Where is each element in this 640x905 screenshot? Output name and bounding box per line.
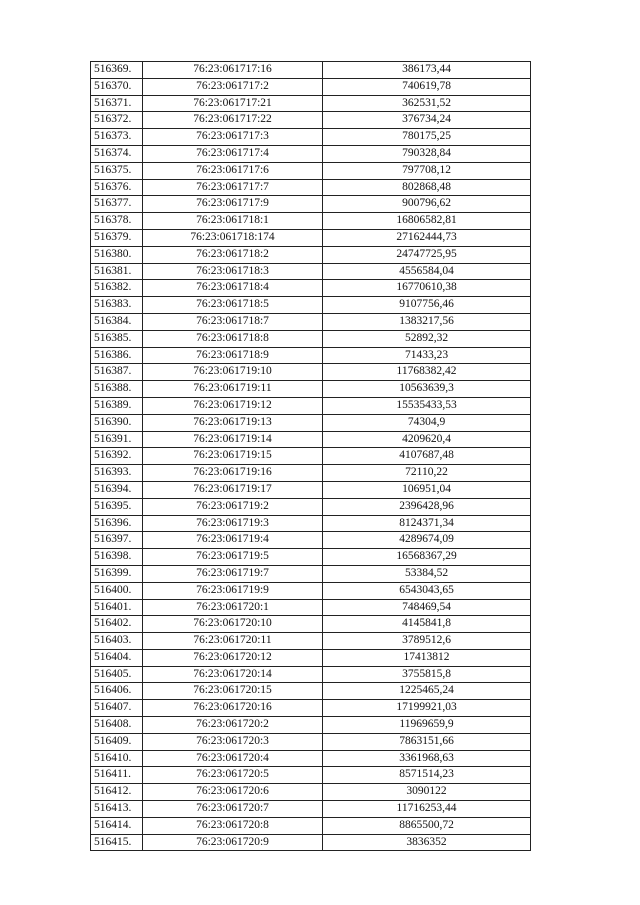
table-row [91,481,531,498]
row-number-cell: 516371. [91,95,143,112]
cadastral-value-cell: 6543043,65 [323,582,531,599]
cadastral-value-cell: 900796,62 [323,196,531,213]
table-row [91,717,531,734]
cadastral-number-cell: 76:23:061719:7 [143,565,323,582]
table-row [91,330,531,347]
cadastral-value-cell: 17199921,03 [323,700,531,717]
row-number-cell: 516395. [91,498,143,515]
table-row [91,246,531,263]
row-number-cell: 516391. [91,431,143,448]
table-row [91,549,531,566]
cadastral-number-cell: 76:23:061718:7 [143,313,323,330]
cadastral-value-cell: 362531,52 [323,95,531,112]
cadastral-value-cell: 8865500,72 [323,817,531,834]
cadastral-value-cell: 386173,44 [323,62,531,79]
table-row [91,834,531,851]
cadastral-number-cell: 76:23:061718:5 [143,297,323,314]
cadastral-number-cell: 76:23:061719:11 [143,381,323,398]
row-number-cell: 516370. [91,78,143,95]
row-number-cell: 516374. [91,145,143,162]
table-row [91,364,531,381]
cadastral-number-cell: 76:23:061717:4 [143,145,323,162]
table-row [91,817,531,834]
cadastral-value-cell: 4289674,09 [323,532,531,549]
cadastral-number-cell: 76:23:061720:14 [143,666,323,683]
row-number-cell: 516415. [91,834,143,851]
row-number-cell: 516401. [91,599,143,616]
row-number-cell: 516392. [91,448,143,465]
cadastral-value-cell: 2396428,96 [323,498,531,515]
cadastral-value-cell: 16568367,29 [323,549,531,566]
cadastral-number-cell: 76:23:061720:5 [143,767,323,784]
table-row [91,633,531,650]
cadastral-value-cell: 17413812 [323,649,531,666]
row-number-cell: 516410. [91,750,143,767]
row-number-cell: 516407. [91,700,143,717]
cadastral-number-cell: 76:23:061720:4 [143,750,323,767]
cadastral-number-cell: 76:23:061717:9 [143,196,323,213]
cadastral-number-cell: 76:23:061718:1 [143,213,323,230]
row-number-cell: 516375. [91,162,143,179]
cadastral-number-cell: 76:23:061719:15 [143,448,323,465]
row-number-cell: 516379. [91,229,143,246]
table-row [91,750,531,767]
row-number-cell: 516406. [91,683,143,700]
cadastral-value-cell: 4145841,8 [323,616,531,633]
table-row [91,229,531,246]
table-row [91,263,531,280]
cadastral-value-cell: 4209620,4 [323,431,531,448]
table-body [91,62,531,851]
cadastral-value-cell: 376734,24 [323,112,531,129]
cadastral-value-cell: 797708,12 [323,162,531,179]
row-number-cell: 516403. [91,633,143,650]
row-number-cell: 516369. [91,62,143,79]
table-row [91,297,531,314]
row-number-cell: 516382. [91,280,143,297]
cadastral-value-cell: 52892,32 [323,330,531,347]
cadastral-number-cell: 76:23:061719:12 [143,397,323,414]
cadastral-number-cell: 76:23:061720:11 [143,633,323,650]
cadastral-value-cell: 10563639,3 [323,381,531,398]
table-row [91,414,531,431]
cadastral-number-cell: 76:23:061719:2 [143,498,323,515]
cadastral-value-cell: 72110,22 [323,465,531,482]
table-row [91,465,531,482]
cadastral-number-cell: 76:23:061718:4 [143,280,323,297]
cadastral-value-cell: 4556584,04 [323,263,531,280]
row-number-cell: 516383. [91,297,143,314]
cadastral-number-cell: 76:23:061718:3 [143,263,323,280]
table-row [91,616,531,633]
row-number-cell: 516378. [91,213,143,230]
cadastral-number-cell: 76:23:061717:21 [143,95,323,112]
table-row [91,78,531,95]
table-row [91,347,531,364]
cadastral-number-cell: 76:23:061720:3 [143,733,323,750]
row-number-cell: 516402. [91,616,143,633]
cadastral-value-cell: 11716253,44 [323,801,531,818]
table-row [91,515,531,532]
table-row [91,767,531,784]
cadastral-number-cell: 76:23:061717:7 [143,179,323,196]
row-number-cell: 516408. [91,717,143,734]
row-number-cell: 516381. [91,263,143,280]
cadastral-value-cell: 4107687,48 [323,448,531,465]
table-row [91,381,531,398]
table-row [91,649,531,666]
cadastral-value-cell: 740619,78 [323,78,531,95]
cadastral-number-cell: 76:23:061720:7 [143,801,323,818]
table-row [91,599,531,616]
cadastral-value-cell: 24747725,95 [323,246,531,263]
table-row [91,801,531,818]
cadastral-number-cell: 76:23:061719:5 [143,549,323,566]
cadastral-number-cell: 76:23:061718:174 [143,229,323,246]
table-row [91,397,531,414]
table-row [91,666,531,683]
cadastral-value-cell: 15535433,53 [323,397,531,414]
cadastral-number-cell: 76:23:061719:13 [143,414,323,431]
row-number-cell: 516376. [91,179,143,196]
cadastral-value-cell: 1225465,24 [323,683,531,700]
table-row [91,683,531,700]
table-row [91,448,531,465]
row-number-cell: 516400. [91,582,143,599]
cadastral-value-cell: 11969659,9 [323,717,531,734]
cadastral-number-cell: 76:23:061720:16 [143,700,323,717]
row-number-cell: 516394. [91,481,143,498]
table-row [91,700,531,717]
row-number-cell: 516411. [91,767,143,784]
cadastral-value-cell: 74304,9 [323,414,531,431]
cadastral-value-cell: 16770610,38 [323,280,531,297]
row-number-cell: 516398. [91,549,143,566]
row-number-cell: 516390. [91,414,143,431]
cadastral-number-cell: 76:23:061717:3 [143,129,323,146]
row-number-cell: 516409. [91,733,143,750]
row-number-cell: 516386. [91,347,143,364]
row-number-cell: 516388. [91,381,143,398]
cadastral-value-cell: 3361968,63 [323,750,531,767]
cadastral-value-cell: 748469,54 [323,599,531,616]
cadastral-number-cell: 76:23:061718:2 [143,246,323,263]
cadastral-value-cell: 3789512,6 [323,633,531,650]
cadastral-value-cell: 53384,52 [323,565,531,582]
table-row [91,112,531,129]
cadastral-number-cell: 76:23:061720:12 [143,649,323,666]
cadastral-value-cell: 9107756,46 [323,297,531,314]
cadastral-number-cell: 76:23:061719:4 [143,532,323,549]
row-number-cell: 516412. [91,784,143,801]
cadastral-value-cell: 780175,25 [323,129,531,146]
table-row [91,213,531,230]
row-number-cell: 516393. [91,465,143,482]
cadastral-value-cell: 1383217,56 [323,313,531,330]
cadastral-number-cell: 76:23:061720:8 [143,817,323,834]
cadastral-number-cell: 76:23:061719:14 [143,431,323,448]
cadastral-number-cell: 76:23:061720:6 [143,784,323,801]
row-number-cell: 516389. [91,397,143,414]
table-row [91,280,531,297]
cadastral-number-cell: 76:23:061720:1 [143,599,323,616]
cadastral-value-cell: 16806582,81 [323,213,531,230]
cadastral-number-cell: 76:23:061720:15 [143,683,323,700]
cadastral-value-cell: 11768382,42 [323,364,531,381]
cadastral-value-cell: 27162444,73 [323,229,531,246]
table-row [91,431,531,448]
table-row [91,179,531,196]
row-number-cell: 516387. [91,364,143,381]
cadastral-value-cell: 7863151,66 [323,733,531,750]
cadastral-number-cell: 76:23:061719:3 [143,515,323,532]
table-row [91,62,531,79]
table-row [91,733,531,750]
cadastral-value-table [90,61,531,851]
cadastral-value-cell: 8571514,23 [323,767,531,784]
row-number-cell: 516372. [91,112,143,129]
cadastral-number-cell: 76:23:061717:16 [143,62,323,79]
row-number-cell: 516404. [91,649,143,666]
table-row [91,532,531,549]
table-row [91,582,531,599]
row-number-cell: 516385. [91,330,143,347]
table-row [91,565,531,582]
table-row [91,498,531,515]
cadastral-number-cell: 76:23:061719:17 [143,481,323,498]
row-number-cell: 516377. [91,196,143,213]
table-row [91,129,531,146]
row-number-cell: 516399. [91,565,143,582]
cadastral-number-cell: 76:23:061719:9 [143,582,323,599]
cadastral-number-cell: 76:23:061720:9 [143,834,323,851]
row-number-cell: 516396. [91,515,143,532]
row-number-cell: 516380. [91,246,143,263]
cadastral-value-cell: 802868,48 [323,179,531,196]
table-row [91,784,531,801]
cadastral-value-cell: 71433,23 [323,347,531,364]
table-row [91,196,531,213]
cadastral-value-cell: 3090122 [323,784,531,801]
row-number-cell: 516384. [91,313,143,330]
cadastral-number-cell: 76:23:061717:2 [143,78,323,95]
cadastral-number-cell: 76:23:061720:10 [143,616,323,633]
cadastral-value-cell: 106951,04 [323,481,531,498]
cadastral-number-cell: 76:23:061719:16 [143,465,323,482]
cadastral-number-cell: 76:23:061718:8 [143,330,323,347]
cadastral-number-cell: 76:23:061719:10 [143,364,323,381]
table-row [91,145,531,162]
row-number-cell: 516413. [91,801,143,818]
row-number-cell: 516414. [91,817,143,834]
row-number-cell: 516373. [91,129,143,146]
cadastral-value-cell: 3755815,8 [323,666,531,683]
row-number-cell: 516405. [91,666,143,683]
table-row [91,95,531,112]
cadastral-number-cell: 76:23:061717:6 [143,162,323,179]
row-number-cell: 516397. [91,532,143,549]
cadastral-number-cell: 76:23:061717:22 [143,112,323,129]
cadastral-number-cell: 76:23:061718:9 [143,347,323,364]
cadastral-number-cell: 76:23:061720:2 [143,717,323,734]
cadastral-value-cell: 8124371,34 [323,515,531,532]
table-row [91,162,531,179]
cadastral-value-cell: 3836352 [323,834,531,851]
cadastral-value-cell: 790328,84 [323,145,531,162]
table-row [91,313,531,330]
